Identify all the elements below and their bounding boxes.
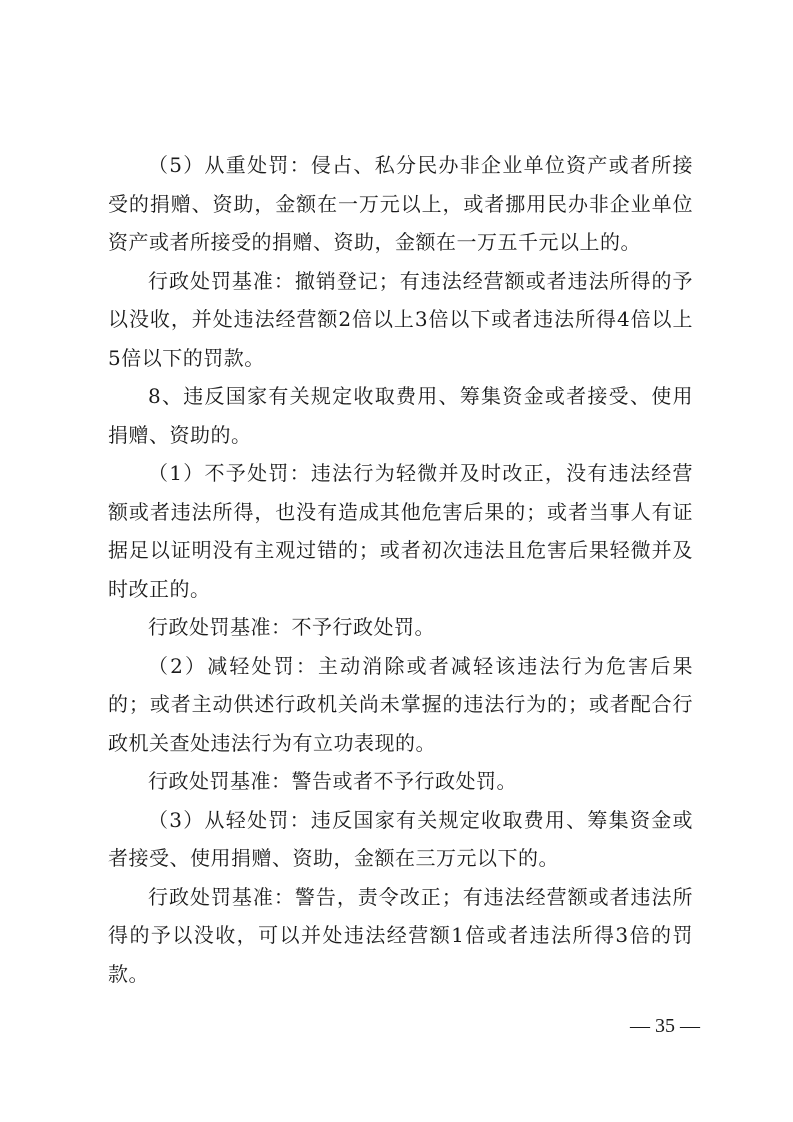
document-body	[108, 146, 693, 993]
paragraph-heavier-penalty: （5）从重处罚：侵占、私分民办非企业单位资产或者所接受的捐赠、资助，金额在一万元以上，或者挪用民办非企业单位资产或者所接受的捐赠、资助，金额在一万五千元以上的。	[108, 153, 693, 254]
paragraph-mitigated-penalty: （2）减轻处罚：主动消除或者减轻该违法行为危害后果的；或者主动供述行政机关尚未掌握的违法行为的；或者配合行政机关查处违法行为有立功表现的。	[108, 653, 693, 755]
paragraph-penalty-standard: 行政处罚基准：不予行政处罚。	[148, 615, 435, 639]
paragraph-lighter-penalty: （3）从轻处罚：违反国家有关规定收取费用、筹集资金或者接受、使用捐赠、资助，金额在三万元以下的。	[108, 807, 693, 870]
paragraph-penalty-standard: 行政处罚基准：警告或者不予行政处罚。	[148, 769, 517, 793]
paragraph-penalty-standard: 行政处罚基准：撤销登记；有违法经营额或者违法所得的予以没收，并处违法经营额2倍以上3倍以下或者违法所得4倍以上5倍以下的罚款。	[108, 268, 693, 370]
paragraph-item-8-heading: 8、违反国家有关规定收取费用、筹集资金或者接受、使用捐赠、资助的。	[108, 384, 693, 447]
paragraph-no-penalty: （1）不予处罚：违法行为轻微并及时改正，没有违法经营额或者违法所得，也没有造成其他危害后果的；或者当事人有证据足以证明没有主观过错的；或者初次违法且危害后果轻微并及时改正的。	[108, 461, 693, 601]
paragraph-penalty-standard: 行政处罚基准：警告，责令改正；有违法经营额或者违法所得的予以没收，可以并处违法经营额1倍或者违法所得3倍的罚款。	[108, 884, 693, 986]
page-number: — 35 —	[630, 1015, 700, 1037]
